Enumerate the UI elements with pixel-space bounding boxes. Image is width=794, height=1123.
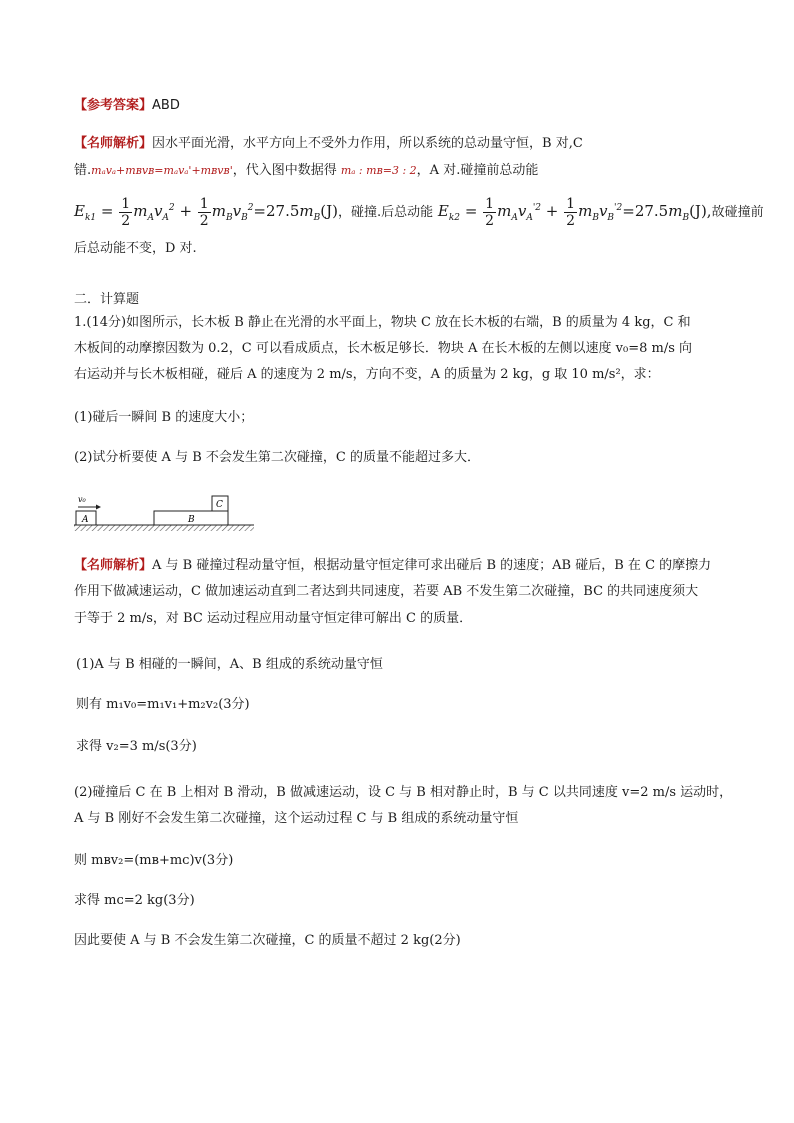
problem-line1: 1.(14分)如图所示，长木板 B 静止在光滑的水平面上，物块 C 放在长木板的右端，B 的质量为 4 kg，C 和	[74, 315, 691, 330]
fraction-half-1: $\frac{1}{2}$	[121, 195, 131, 229]
analysis1-text2a: 错.	[74, 163, 92, 178]
fraction-half-2: $\frac{1}{2}$	[199, 195, 209, 229]
ground-hatching	[74, 525, 254, 531]
problem-line2: 木板间的动摩擦因数为 0.2，C 可以看成质点，长木板足够长．物块 A 在长木板的左侧以速度 v₀=8 m/s 向	[74, 341, 693, 356]
analysis1-text2c: ，A 对.碰撞前总动能	[416, 163, 539, 178]
analysis2-line1	[74, 557, 711, 575]
momentum-equation: mₐvₐ+mʙvʙ=mₐvₐ'+mʙvʙ'	[91, 164, 233, 177]
fraction-half-4: $\frac{1}{2}$	[566, 195, 576, 229]
analysis1-line4: 后总动能不变，D 对.	[74, 241, 197, 256]
problem-diagram	[74, 492, 254, 534]
question-2: (2)试分析要使 A 与 B 不会发生第二次碰撞，C 的质量不能超过多大．	[74, 450, 480, 465]
analysis1-line2	[74, 162, 538, 180]
analysis2-text1: A 与 B 碰撞过程动量守恒，根据动量守恒定律可求出碰后 B 的速度；AB 碰后，B 在 C 的摩擦力	[152, 558, 712, 573]
analysis1-text1: 因水平面光滑，水平方向上不受外力作用，所以系统的总动量守恒，B 对,C	[152, 136, 583, 151]
velocity-arrowhead	[96, 505, 101, 510]
label-v0: v₀	[78, 495, 86, 504]
analysis2-line2: 作用下做减速运动，C 做加速运动直到二者达到共同速度，若要 AB 不发生第二次碰撞，BC 的共同速度须大	[74, 584, 699, 599]
mass-ratio: mₐ : mʙ=3 : 2	[340, 164, 417, 177]
analysis2-line3: 于等于 2 m/s，对 BC 运动过程应用动量守恒定律可解出 C 的质量．	[74, 611, 473, 626]
solution-step5: A 与 B 刚好不会发生第二次碰撞，这个运动过程 C 与 B 组成的系统动量守恒	[74, 811, 519, 826]
solution-step8: 因此要使 A 与 B 不会发生第二次碰撞，C 的质量不超过 2 kg(2分)	[74, 933, 461, 948]
analysis1-text2b: ，代入图中数据得	[232, 163, 337, 178]
ek1-symbol: $E_{k1}$	[74, 202, 97, 223]
answer-tag: 【参考答案】	[74, 98, 153, 113]
analysis2-tag: 【名师解析】	[74, 558, 153, 573]
fraction-half-3: $\frac{1}{2}$	[485, 195, 495, 229]
analysis1-end-text: 故碰撞前	[711, 205, 764, 220]
analysis1-tag: 【名师解析】	[74, 136, 153, 151]
label-b: B	[188, 515, 195, 525]
kinetic-energy-line: $E_{k1}$ = $\frac{1}{2}$ $m_Av_A^2$ + $\frac{1}{2}$ $m_Bv_B^2=27.5m_B(J)$，碰撞.后总动能 $E_{k2}$ = $\frac{1}{2}$ $m_Av_A^{'2}$ + $\frac{1}{2}$ $m_Bv_B^{'2}=27.5m_B(J)$,故碰撞前	[74, 195, 764, 229]
answer-line	[74, 97, 180, 115]
solution-step3: 求得 v₂=3 m/s(3分)	[76, 739, 197, 754]
analysis1-mid-text: ，碰撞.后总动能	[337, 205, 434, 220]
label-c: C	[216, 500, 223, 510]
ek2-symbol: $E_{k2}$	[437, 202, 461, 223]
label-a: A	[82, 515, 89, 525]
problem-line3: 右运动并与长木板相碰，碰后 A 的速度为 2 m/s，方向不变，A 的质量为 2 kg，g 取 10 m/s²，求：	[74, 367, 660, 382]
section-title: 二．计算题	[74, 292, 140, 307]
solution-step4: (2)碰撞后 C 在 B 上相对 B 滑动，B 做减速运动，设 C 与 B 相对静止时，B 与 C 以共同速度 v=2 m/s 运动时，	[74, 785, 733, 800]
question-1: (1)碰后一瞬间 B 的速度大小；	[74, 410, 254, 425]
solution-step6: 则 mʙv₂=(mʙ+mᴄ)v(3分)	[74, 853, 234, 868]
analysis1-line1	[74, 135, 583, 153]
solution-step1: (1)A 与 B 相碰的一瞬间，A、B 组成的系统动量守恒	[76, 657, 383, 672]
answer-value: ABD	[152, 98, 180, 113]
solution-step7: 求得 mᴄ=2 kg(3分)	[74, 893, 195, 908]
solution-step2: 则有 m₁v₀=m₁v₁+m₂v₂(3分)	[76, 697, 250, 712]
